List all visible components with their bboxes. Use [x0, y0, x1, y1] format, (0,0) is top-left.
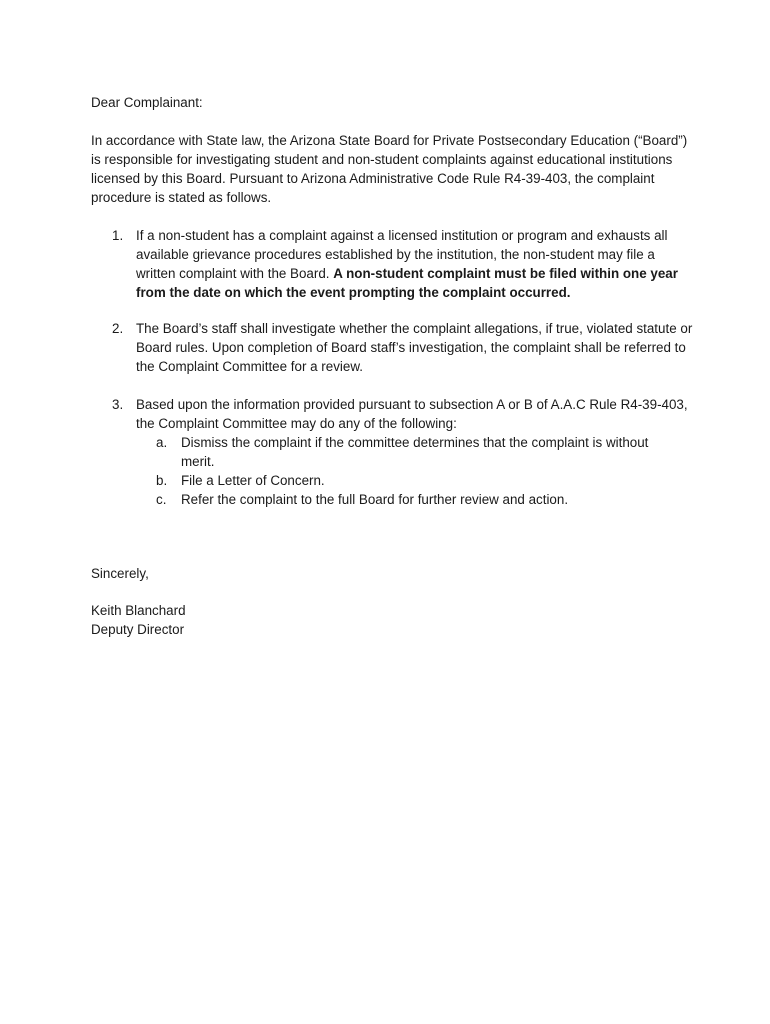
list-item-number: 1.	[112, 228, 124, 243]
signature-name: Keith Blanchard	[91, 603, 186, 618]
list-item-bold-notice: A non-student complaint must be filed within one year from the date on which the event prompting the complaint occurred.	[136, 266, 678, 300]
list-item-text: Based upon the information provided pursuant to subsection A or B of A.A.C Rule R4-39-403, the Complaint Committee may do any of the following:	[136, 397, 688, 431]
greeting: Dear Complainant:	[91, 95, 203, 110]
intro-paragraph	[91, 131, 691, 207]
list-item-text	[136, 226, 696, 302]
intro-text: In accordance with State law, the Arizona State Board for Private Postsecondary Education (“Board”) is responsible for investigating student and non-student complaints against educational institutions licensed by this Board. Pursuant to Arizona Administrative Code Rule R4-39-403, the complaint procedure is stated as follows.	[91, 133, 688, 205]
list-item-number: 3.	[112, 397, 124, 412]
sub-list-item-letter: a.	[156, 435, 168, 450]
list-item-text: The Board’s staff shall investigate whether the complaint allegations, if true, violated statute or Board rules. Upon completion of Board staff’s investigation, the complaint shall be referred to the Complaint Committee for a review.	[136, 321, 693, 374]
list-item-number: 2.	[112, 321, 124, 336]
sub-list-item-text: File a Letter of Concern.	[181, 473, 325, 488]
sub-list-item-letter: c.	[156, 492, 167, 507]
sub-list-item-letter: b.	[156, 473, 168, 488]
closing: Sincerely,	[91, 566, 149, 581]
list-item-body: If a non-student has a complaint against a licensed institution or program and exhausts all available grievance procedures established by the institution, the non-student may file a written complaint with the Board.	[136, 228, 668, 281]
signature-title: Deputy Director	[91, 622, 185, 637]
sub-list-item-text: Dismiss the complaint if the committee determines that the complaint is without merit.	[181, 435, 649, 469]
sub-list-item-text: Refer the complaint to the full Board for further review and action.	[181, 492, 569, 507]
